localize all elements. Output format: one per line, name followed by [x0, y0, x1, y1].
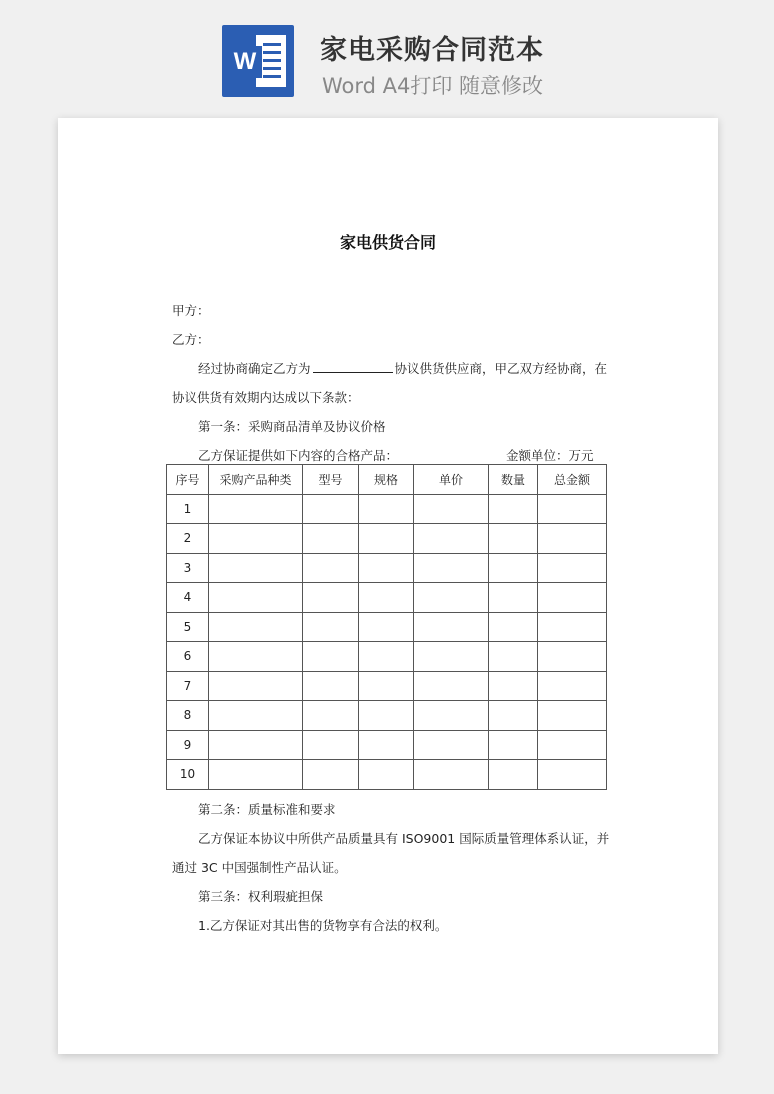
- empty-cell: [359, 671, 414, 701]
- empty-cell: [414, 612, 489, 642]
- empty-cell: [209, 612, 303, 642]
- empty-cell: [414, 760, 489, 790]
- amount-unit-text: 金额单位：万元: [506, 448, 594, 463]
- empty-cell: [359, 553, 414, 583]
- row-number-cell: 9: [167, 730, 209, 760]
- empty-cell: [489, 553, 538, 583]
- article-1-heading: 第一条：采购商品清单及协议价格: [198, 419, 386, 434]
- table-header-row: [167, 465, 607, 495]
- empty-cell: [538, 671, 607, 701]
- article-2-heading: 第二条：质量标准和要求: [198, 802, 336, 817]
- empty-cell: [489, 671, 538, 701]
- empty-cell: [538, 583, 607, 613]
- empty-cell: [489, 642, 538, 672]
- article-3-heading: 第三条：权利瑕疵担保: [198, 889, 324, 904]
- table-row: [167, 760, 607, 790]
- empty-cell: [538, 612, 607, 642]
- column-header: 型号: [303, 465, 359, 495]
- party-a-label: 甲方：: [172, 303, 210, 318]
- document-page: [58, 118, 718, 1054]
- row-number-cell: 7: [167, 671, 209, 701]
- row-number-cell: 1: [167, 494, 209, 524]
- template-title: 家电采购合同范本: [320, 35, 544, 66]
- empty-cell: [359, 730, 414, 760]
- empty-cell: [489, 583, 538, 613]
- empty-cell: [209, 583, 303, 613]
- clause-3-1: 1.乙方保证对其出售的货物享有合法的权利。: [198, 918, 448, 933]
- quality-paragraph-line2: 通过 3C 中国强制性产品认证。: [172, 860, 347, 875]
- row-number-cell: 3: [167, 553, 209, 583]
- empty-cell: [489, 612, 538, 642]
- empty-cell: [359, 701, 414, 731]
- table-row: [167, 701, 607, 731]
- empty-cell: [209, 642, 303, 672]
- empty-cell: [303, 671, 359, 701]
- table-row: [167, 494, 607, 524]
- empty-cell: [303, 494, 359, 524]
- table-body: [167, 494, 607, 789]
- empty-cell: [303, 553, 359, 583]
- row-number-cell: 8: [167, 701, 209, 731]
- intro-text-start: 经过协商确定乙方为: [198, 361, 311, 376]
- empty-cell: [303, 730, 359, 760]
- table-row: [167, 524, 607, 554]
- intro-paragraph-line1: [198, 359, 607, 377]
- table-row: [167, 642, 607, 672]
- empty-cell: [538, 553, 607, 583]
- row-number-cell: 5: [167, 612, 209, 642]
- empty-cell: [209, 671, 303, 701]
- word-letter: W: [228, 46, 262, 78]
- party-b-label: 乙方：: [172, 332, 210, 347]
- empty-cell: [209, 701, 303, 731]
- empty-cell: [303, 760, 359, 790]
- empty-cell: [414, 583, 489, 613]
- column-header: 总金额: [538, 465, 607, 495]
- row-number-cell: 4: [167, 583, 209, 613]
- empty-cell: [538, 730, 607, 760]
- contract-title: 家电供货合同: [339, 233, 436, 252]
- column-header: 单价: [414, 465, 489, 495]
- empty-cell: [359, 524, 414, 554]
- intro-paragraph-line2: 协议供货有效期内达成以下条款：: [172, 390, 360, 405]
- empty-cell: [414, 553, 489, 583]
- empty-cell: [414, 671, 489, 701]
- column-header: 序号: [167, 465, 209, 495]
- template-subtitle: Word A4打印 随意修改: [322, 74, 544, 98]
- empty-cell: [414, 730, 489, 760]
- guarantee-products-text: 乙方保证提供如下内容的合格产品：: [198, 448, 399, 463]
- row-number-cell: 2: [167, 524, 209, 554]
- table-row: [167, 583, 607, 613]
- row-number-cell: 10: [167, 760, 209, 790]
- table-row: [167, 553, 607, 583]
- column-header: 规格: [359, 465, 414, 495]
- column-header: 数量: [489, 465, 538, 495]
- empty-cell: [209, 760, 303, 790]
- table-row: [167, 612, 607, 642]
- empty-cell: [538, 524, 607, 554]
- empty-cell: [359, 612, 414, 642]
- empty-cell: [489, 730, 538, 760]
- empty-cell: [209, 730, 303, 760]
- empty-cell: [489, 494, 538, 524]
- empty-cell: [414, 701, 489, 731]
- empty-cell: [414, 642, 489, 672]
- empty-cell: [303, 612, 359, 642]
- empty-cell: [303, 583, 359, 613]
- empty-cell: [538, 760, 607, 790]
- empty-cell: [538, 642, 607, 672]
- table-row: [167, 671, 607, 701]
- empty-cell: [359, 583, 414, 613]
- supplier-name-blank: [313, 361, 393, 373]
- empty-cell: [489, 760, 538, 790]
- empty-cell: [414, 524, 489, 554]
- empty-cell: [359, 760, 414, 790]
- empty-cell: [359, 494, 414, 524]
- quality-paragraph-line1: 乙方保证本协议中所供产品质量具有 ISO9001 国际质量管理体系认证，并: [198, 831, 610, 846]
- column-header: 采购产品种类: [209, 465, 303, 495]
- empty-cell: [538, 494, 607, 524]
- empty-cell: [414, 494, 489, 524]
- products-table: [166, 464, 607, 790]
- table-row: [167, 730, 607, 760]
- row-number-cell: 6: [167, 642, 209, 672]
- empty-cell: [303, 701, 359, 731]
- empty-cell: [209, 524, 303, 554]
- empty-cell: [209, 553, 303, 583]
- empty-cell: [209, 494, 303, 524]
- empty-cell: [538, 701, 607, 731]
- empty-cell: [303, 642, 359, 672]
- empty-cell: [359, 642, 414, 672]
- word-app-icon: [222, 25, 294, 97]
- empty-cell: [489, 524, 538, 554]
- intro-text-end: 协议供货供应商，甲乙双方经协商，在: [394, 361, 608, 376]
- empty-cell: [303, 524, 359, 554]
- empty-cell: [489, 701, 538, 731]
